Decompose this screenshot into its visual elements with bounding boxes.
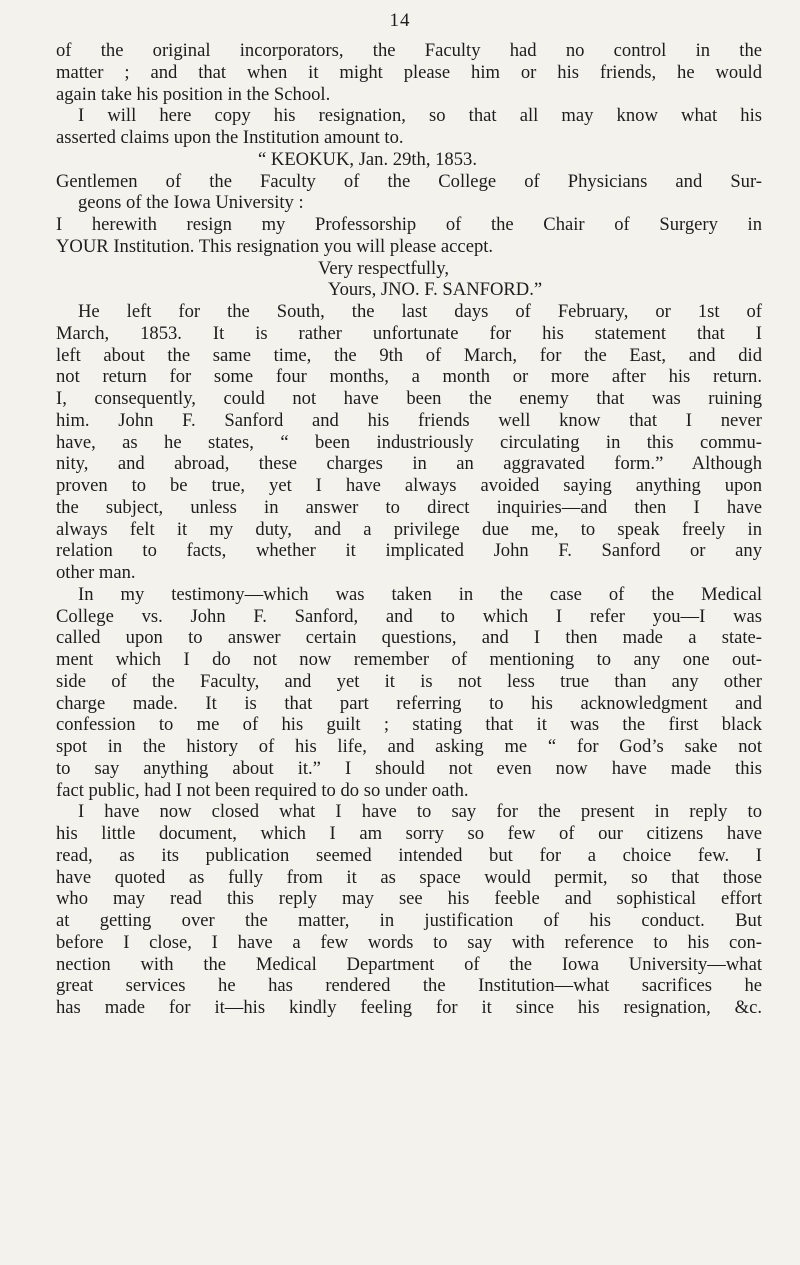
text-line: before I close, I have a few words to say with reference to his con- [56,931,762,953]
text-line: He left for the South, the last days of February, or 1st of [78,301,762,322]
text-line: other man. [56,562,136,583]
text-line: left about the same time, the 9th of March, for the East, and did [56,344,762,366]
text-line: I have now closed what I have to say for the present in reply to [78,801,762,823]
text-line: In my testimony—which was taken in the case of the Medical [78,583,762,605]
text-line: nity, and abroad, these charges in an aggravated form.” Although [56,453,762,475]
text-line: proven to be true, yet I have always avoided saying anything upon [56,475,762,496]
text-line: College vs. John F. Sanford, and to which I refer you—I was [56,605,762,627]
text-line: him. John F. Sanford and his friends well know that I never [56,409,762,431]
letter-dateline: “ KEOKUK, Jan. 29th, 1853. [258,148,477,170]
text-line: of the original incorporators, the Faculty had no control in the [56,40,762,61]
text-line: I will here copy his resignation, so that all may know what his [78,105,762,127]
text-line: to say anything about it.” I should not even now have made this [56,757,762,779]
text-line: side of the Faculty, and yet it is not less true than any other [56,670,762,692]
letter-body: YOUR Institution. This resignation you will please accept. [56,235,494,257]
text-line: have, as he states, “ been industriously circulating in this commu- [56,431,762,453]
page-number: 14 [389,10,411,31]
text-line: relation to facts, whether it implicated John F. Sanford or any [56,540,762,562]
text-line: spot in the history of his life, and asking me “ for God’s sake not [56,736,762,757]
text-line: ment which I do not now remember of mentioning to any one out- [56,649,762,670]
text-line: nection with the Medical Department of the Iowa University—what [56,953,762,975]
text-line: read, as its publication seemed intended but for a choice few. I [56,844,762,866]
text-line: March, 1853. It is rather unfortunate for his statement that I [56,322,762,344]
text-line: great services he has rendered the Institution—what sacrifices he [56,975,762,997]
text-line: not return for some four months, a month or more after his return. [56,366,762,388]
text-line: confession to me of his guilt ; stating that it was the first black [56,714,762,736]
letter-signature: Yours, JNO. F. SANFORD.” [328,279,543,301]
text-line: matter ; and that when it might please him or his friends, he would [56,61,762,83]
text-line: charge made. It is that part referring to his acknowledgment and [56,692,762,714]
text-line: who may read this reply may see his feeble and sophistical effort [56,888,762,910]
text-line: at getting over the matter, in justification of his conduct. But [56,910,762,931]
text-line: asserted claims upon the Institution amount to. [56,127,404,148]
letter-salutation: geons of the Iowa University : [78,192,304,214]
text-line: his little document, which I am sorry so few of our citizens have [56,823,762,844]
text-line: the subject, unless in answer to direct inquiries—and then I have [56,496,762,518]
text-line: fact public, had I not been required to do so under oath. [56,779,469,801]
letter-salutation: Gentlemen of the Faculty of the College of Physicians and Sur- [56,170,762,192]
text-line: have quoted as fully from it as space would permit, so that those [56,866,762,888]
text-line: always felt it my duty, and a privilege due me, to speak freely in [56,518,762,540]
text-line: has made for it—his kindly feeling for it since his resignation, &c. [56,997,762,1018]
text-line: called upon to answer certain questions, and I then made a state- [56,627,762,649]
text-line: I, consequently, could not have been the enemy that was ruining [56,388,762,409]
letter-body: I herewith resign my Professorship of the Chair of Surgery in [56,214,762,235]
text-line: again take his position in the School. [56,83,331,105]
page-body [56,40,762,1019]
letter-closing: Very respectfully, [318,257,449,279]
